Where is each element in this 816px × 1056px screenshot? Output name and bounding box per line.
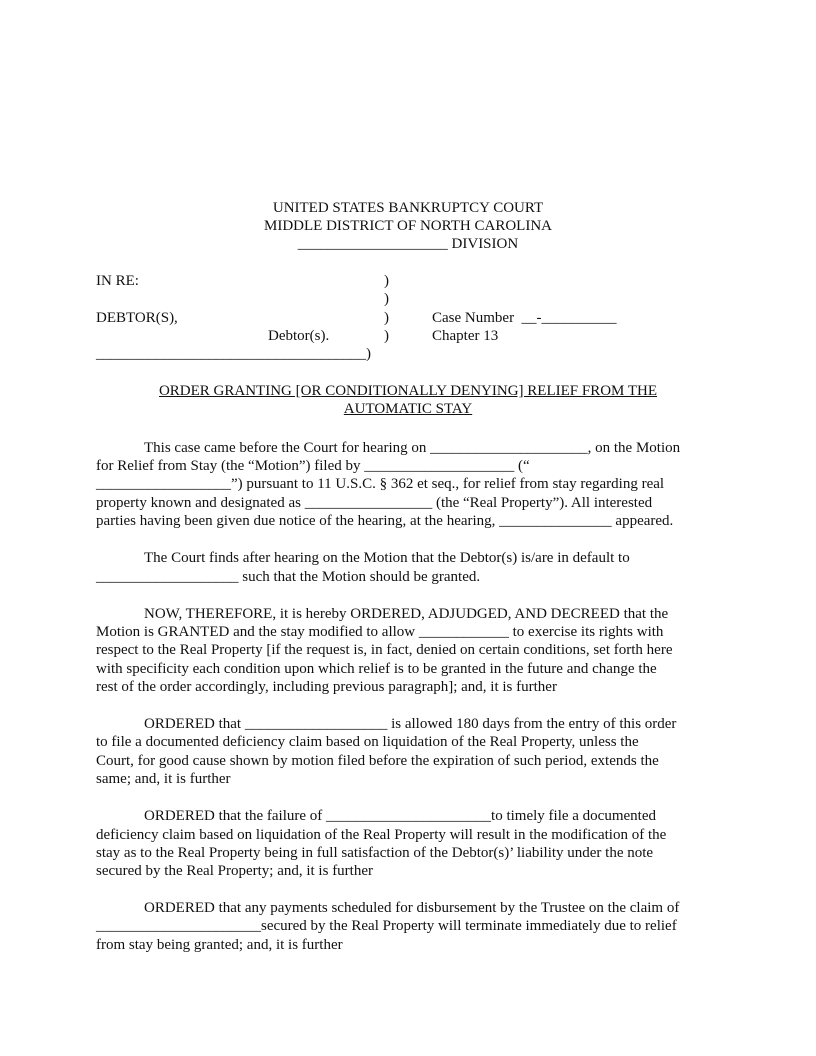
caption-paren: ) [384,273,389,289]
paragraph-line: NOW, THEREFORE, it is hereby ORDERED, ADJUDGED, AND DECREED that the [144,606,669,622]
paragraph-line: parties having been given due notice of the hearing, at the hearing, _______________ appeared. [96,513,674,529]
paragraph-line: secured by the Real Property; and, it is further [96,863,374,879]
paragraph-line: ___________________ such that the Motion should be granted. [96,569,481,585]
order-title-line-2: AUTOMATIC STAY [343,401,473,417]
court-name: UNITED STATES BANKRUPTCY COURT [272,200,544,216]
caption-paren: ) [384,291,389,307]
paragraph-line: Court, for good cause shown by motion filed before the expiration of such period, extends the [96,753,659,769]
paragraph-line: ORDERED that ___________________ is allowed 180 days from the entry of this order [144,716,677,732]
paragraph-line: to file a documented deficiency claim based on liquidation of the Real Property, unless the [96,734,639,750]
paragraph-line: same; and, it is further [96,771,231,787]
district-name: MIDDLE DISTRICT OF NORTH CAROLINA [264,218,552,234]
caption-paren: ) [384,328,389,344]
debtors-label: DEBTOR(S), [96,310,178,326]
paragraph-line: ORDERED that any payments scheduled for disbursement by the Trustee on the claim of [144,900,680,916]
paragraph-line: respect to the Real Property [if the request is, in fact, denied on certain conditions, set forth here [96,642,673,658]
paragraph-line: deficiency claim based on liquidation of the Real Property will result in the modification of the [96,827,667,843]
debtor-role: Debtor(s). [268,328,330,344]
order-title-line-1: ORDER GRANTING [OR CONDITIONALLY DENYING] RELIEF FROM THE [158,383,658,399]
caption-paren: ) [384,310,389,326]
paragraph-line: rest of the order accordingly, including previous paragraph]; and, it is further [96,679,557,695]
paragraph-line: stay as to the Real Property being in full satisfaction of the Debtor(s)’ liability under the note [96,845,654,861]
paragraph-line: from stay being granted; and, it is further [96,937,343,953]
case-number: Case Number __-__________ [432,310,617,326]
paragraph-line: ORDERED that the failure of ______________________to timely file a documented [144,808,656,824]
paragraph-line: Motion is GRANTED and the stay modified to allow ____________ to exercise its rights with [96,624,664,640]
caption-signature-line: ____________________________________) [96,346,371,362]
paragraph-line: for Relief from Stay (the “Motion”) filed by ____________________ (“ [96,458,530,474]
chapter-label: Chapter 13 [432,328,499,344]
paragraph-line: ______________________secured by the Real Property will terminate immediately due to relief [96,918,677,934]
paragraph-line: This case came before the Court for hearing on _____________________, on the Motion [144,440,681,456]
in-re-label: IN RE: [96,273,139,289]
division-line: ____________________ DIVISION [297,236,519,252]
paragraph-line: The Court finds after hearing on the Motion that the Debtor(s) is/are in default to [144,550,630,566]
paragraph-line: property known and designated as _________________ (the “Real Property”). All interested [96,495,653,511]
paragraph-line: with specificity each condition upon which relief is to be granted in the future and change the [96,661,657,677]
paragraph-line: __________________”) pursuant to 11 U.S.C. § 362 et seq., for relief from stay regarding real [96,476,665,492]
